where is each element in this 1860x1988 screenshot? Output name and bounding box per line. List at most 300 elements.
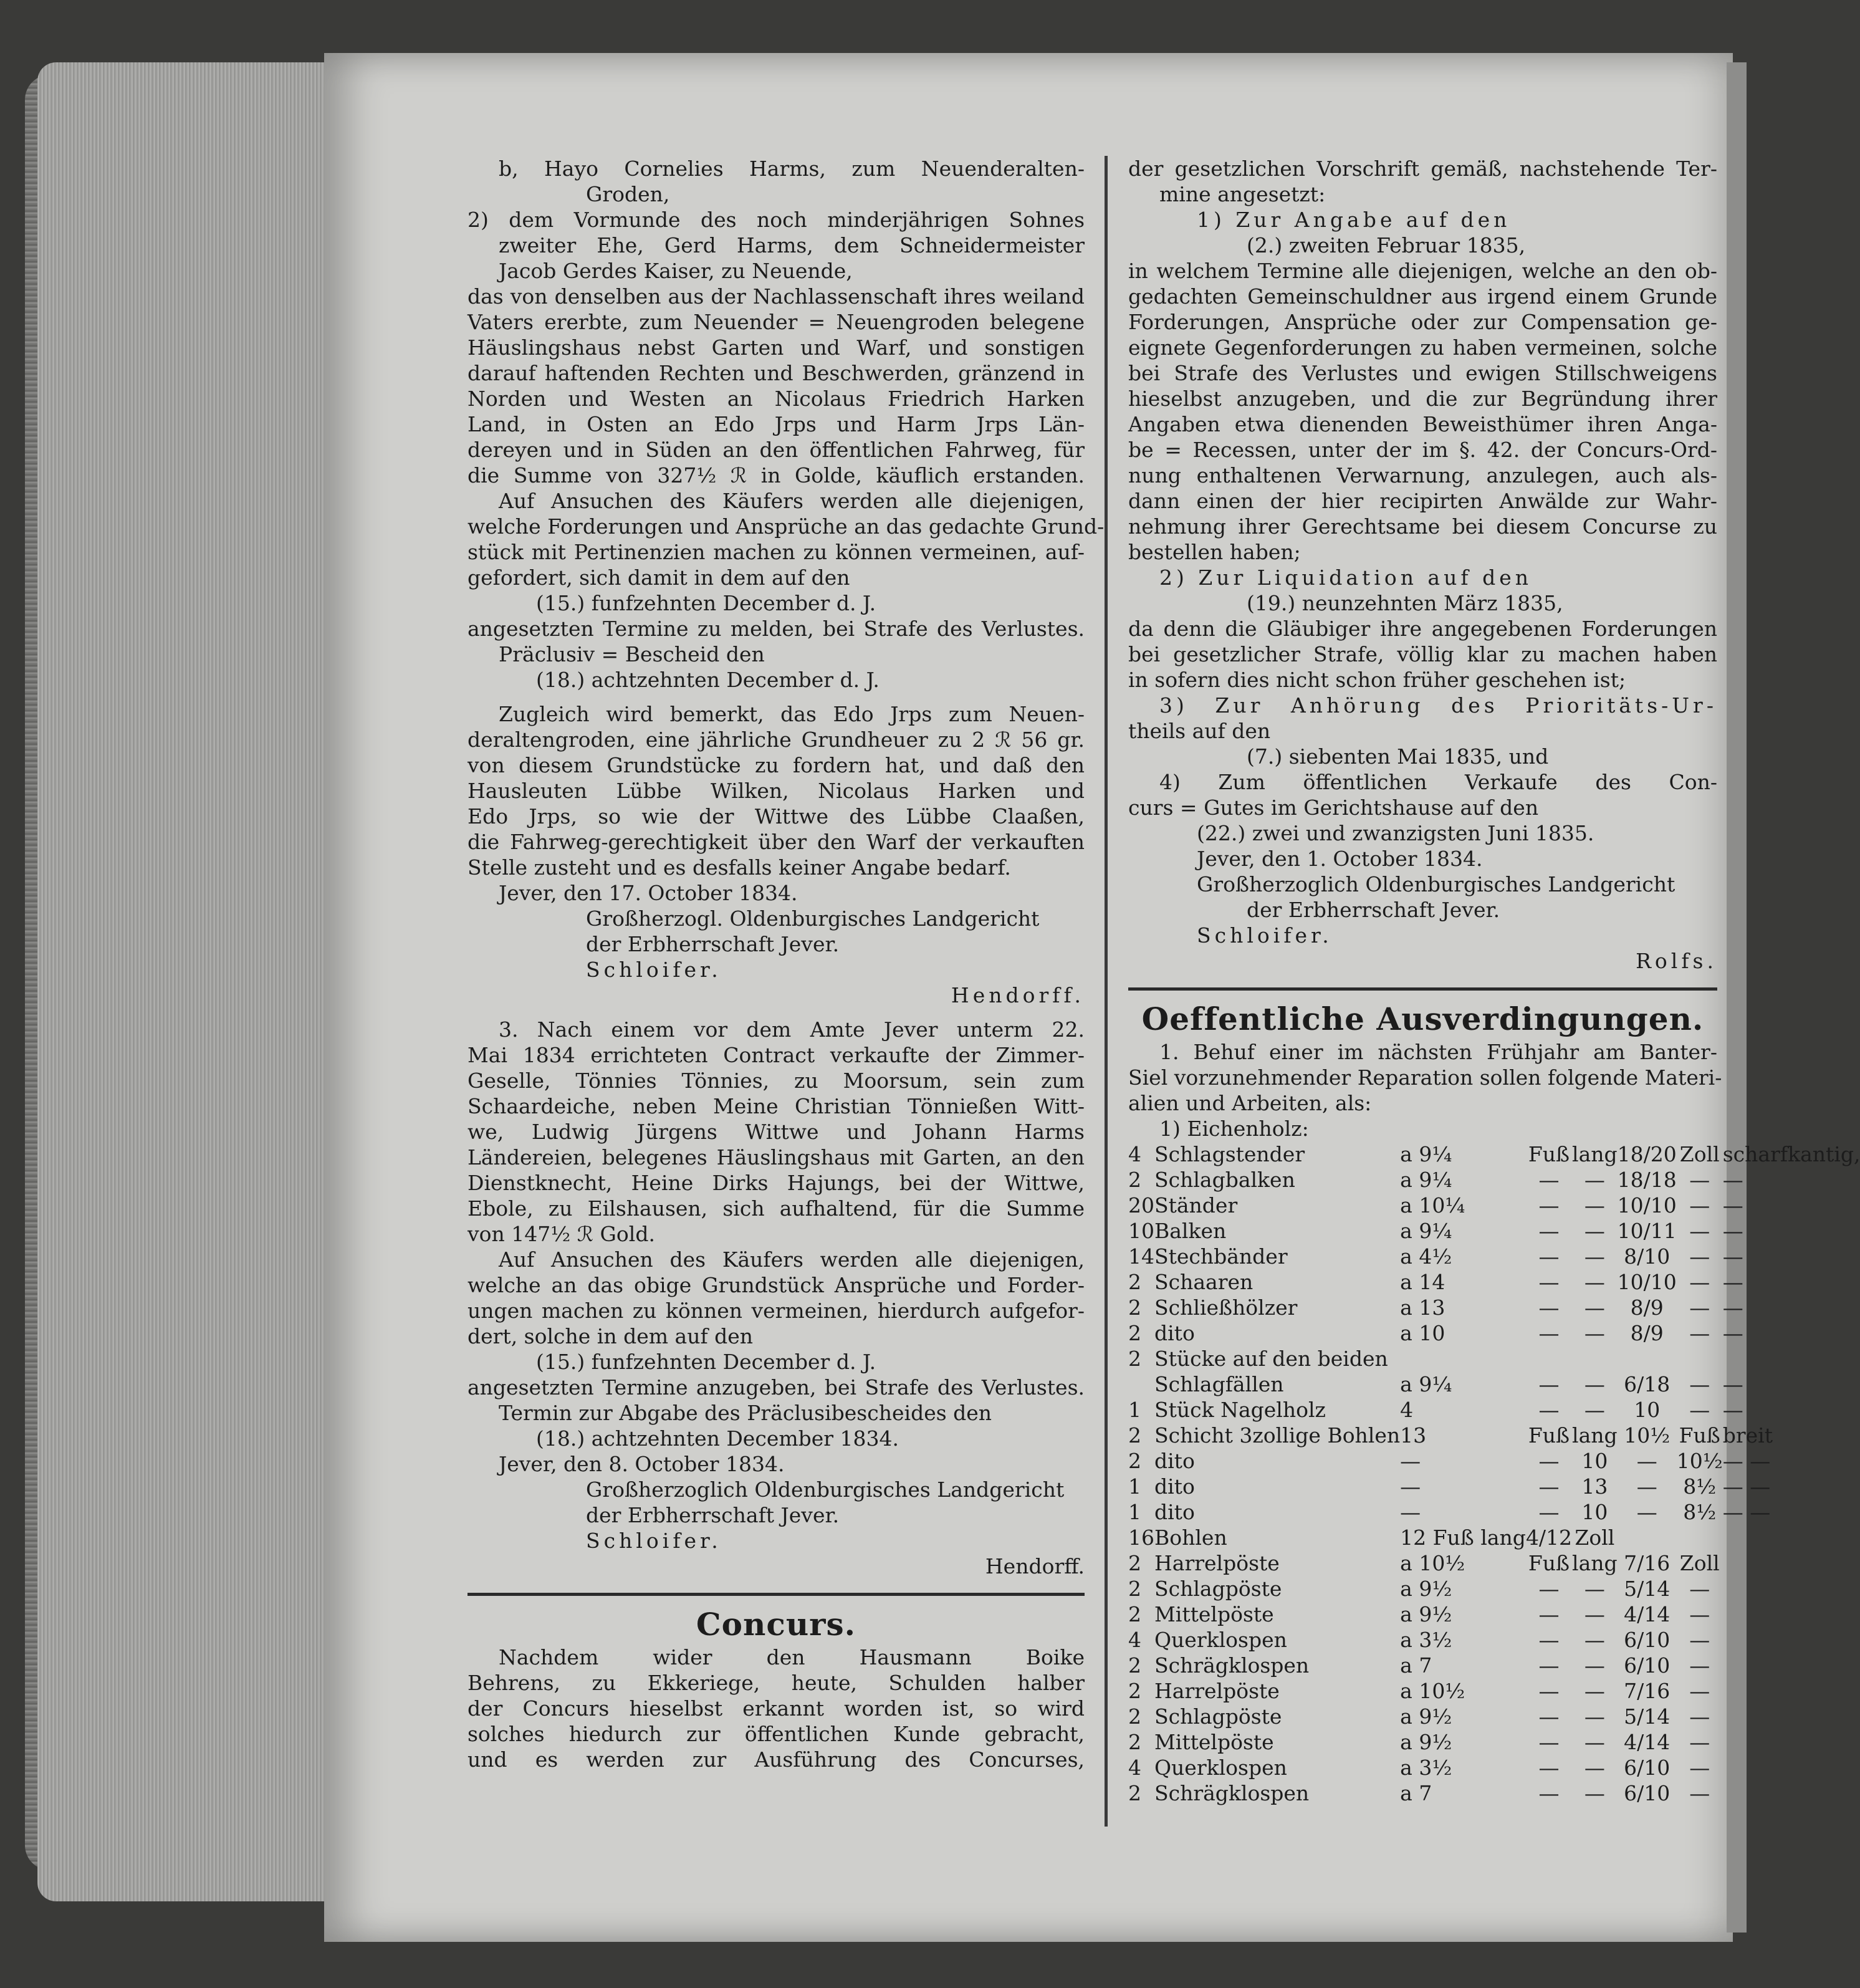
table-cell: Zoll bbox=[1679, 1551, 1720, 1575]
text-line: dert, solche in dem auf den bbox=[467, 1324, 754, 1348]
table-cell: 18/18 bbox=[1617, 1168, 1677, 1192]
table-cell: — bbox=[1538, 1577, 1560, 1601]
table-cell: — bbox=[1636, 1500, 1657, 1524]
table-cell: Stück Nagelholz bbox=[1154, 1398, 1326, 1422]
table-cell: a 9¼ bbox=[1400, 1168, 1452, 1192]
table-cell: — bbox=[1584, 1602, 1605, 1626]
table-cell: — bbox=[1538, 1653, 1560, 1678]
table-cell: — bbox=[1584, 1628, 1605, 1652]
table-cell: — bbox=[1584, 1168, 1605, 1192]
table-cell: Harrelpöste bbox=[1154, 1679, 1280, 1703]
text-line: Siel vorzunehmender Reparation sollen folgende Materi- bbox=[1128, 1065, 1722, 1090]
table-cell: a 14 bbox=[1400, 1270, 1445, 1294]
table-cell: 18/20 bbox=[1617, 1142, 1677, 1166]
text-line: Behrens, zu Ekkeriege, heute, Schulden halber bbox=[467, 1671, 1085, 1695]
table-cell: Schließhölzer bbox=[1154, 1295, 1298, 1320]
table-row bbox=[1128, 1525, 1860, 1550]
table-cell bbox=[1723, 1755, 1860, 1780]
table-row bbox=[1128, 1193, 1860, 1218]
table-cell: 10½ bbox=[1676, 1449, 1723, 1473]
text-line: Zugleich wird bemerkt, das Edo Jrps zum Neuen- bbox=[499, 702, 1085, 726]
table-row bbox=[1128, 1269, 1860, 1295]
table-cell: — bbox=[1538, 1295, 1560, 1320]
table-cell: — bbox=[1538, 1500, 1560, 1524]
table-row bbox=[1128, 1653, 1860, 1678]
table-row bbox=[1128, 1576, 1860, 1601]
table-cell: Stechbänder bbox=[1154, 1244, 1288, 1269]
table-cell: 2 bbox=[1128, 1270, 1141, 1294]
table-cell: — bbox=[1689, 1168, 1710, 1192]
text-line: Angaben etwa dienenden Beweisthümer ihren Anga- bbox=[1128, 412, 1717, 436]
table-cell: a 10 bbox=[1400, 1321, 1445, 1345]
text-line: Groden, bbox=[586, 182, 670, 206]
table-cell: a 7 bbox=[1400, 1653, 1432, 1678]
table-row bbox=[1128, 1550, 1860, 1576]
table-cell: Schlagstender bbox=[1154, 1142, 1305, 1166]
text-line: 1. Behuf einer im nächsten Frühjahr am Banter- bbox=[1159, 1040, 1717, 1064]
table-cell: — bbox=[1584, 1653, 1605, 1678]
table-cell: — bbox=[1689, 1781, 1710, 1805]
table-cell: a 13 bbox=[1400, 1295, 1445, 1320]
table-cell: Zoll bbox=[1575, 1525, 1615, 1550]
text-line: (18.) achtzehnten December 1834. bbox=[536, 1426, 899, 1451]
section-rule bbox=[467, 1593, 1085, 1596]
table-cell: 20 bbox=[1128, 1193, 1154, 1217]
text-line: Präclusiv = Bescheid den bbox=[499, 642, 765, 666]
text-line: der Concurs hieselbst erkannt worden ist, so wird bbox=[467, 1696, 1085, 1721]
text-line: (22.) zwei und zwanzigsten Juni 1835. bbox=[1197, 821, 1594, 845]
table-row bbox=[1128, 1295, 1860, 1320]
text-line: we, Ludwig Jürgens Wittwe und Johann Harms bbox=[467, 1120, 1085, 1144]
table-cell: — bbox=[1689, 1321, 1710, 1345]
text-line: Großherzoglich Oldenburgisches Landgericht bbox=[586, 1477, 1065, 1502]
table-cell bbox=[1618, 1346, 1677, 1371]
text-line: Hausleuten Lübbe Wilken, Nicolaus Harken und bbox=[467, 779, 1085, 803]
table-cell: — — bbox=[1722, 1474, 1771, 1499]
text-line: (2.) zweiten Februar 1835, bbox=[1247, 233, 1526, 257]
table-cell: 10/10 bbox=[1617, 1270, 1677, 1294]
table-cell: — bbox=[1584, 1372, 1605, 1396]
table-cell: 10½ bbox=[1624, 1423, 1671, 1448]
table-cell: — bbox=[1538, 1321, 1560, 1345]
table-cell bbox=[1723, 1525, 1860, 1550]
table-row bbox=[1128, 1601, 1860, 1627]
table-cell: 2 bbox=[1128, 1295, 1141, 1320]
table-cell: — bbox=[1722, 1372, 1743, 1396]
table-row bbox=[1128, 1346, 1860, 1371]
column-divider bbox=[1105, 156, 1108, 1827]
table-cell: — bbox=[1538, 1628, 1560, 1652]
text-line: Ländereien, belegenes Häuslingshaus mit Garten, an den bbox=[467, 1145, 1085, 1169]
table-cell: Balken bbox=[1154, 1219, 1227, 1243]
text-line: der Erbherrschaft Jever. bbox=[586, 1503, 840, 1527]
text-line: nung enthaltenen Verwarnung, anzulegen, auch als- bbox=[1128, 463, 1717, 487]
text-line: be = Recessen, unter der im §. 42. der Concurs-Ord- bbox=[1128, 438, 1717, 462]
text-line: bei gesetzlicher Strafe, völlig klar zu machen haben bbox=[1128, 642, 1717, 666]
table-cell: Schrägklospen bbox=[1154, 1781, 1310, 1805]
table-cell: — bbox=[1538, 1219, 1560, 1243]
materials-table bbox=[1128, 1141, 1860, 1806]
text-line: Auf Ansuchen des Käufers werden alle diejenigen, bbox=[499, 489, 1085, 513]
text-line: 4) Zum öffentlichen Verkaufe des Con- bbox=[1159, 770, 1717, 794]
table-cell: 6/18 bbox=[1624, 1372, 1671, 1396]
table-row bbox=[1128, 1218, 1860, 1244]
text-line: angesetzten Termine anzugeben, bei Strafe des Verlustes. bbox=[467, 1375, 1085, 1400]
table-cell: — bbox=[1689, 1755, 1710, 1780]
table-cell: — bbox=[1538, 1270, 1560, 1294]
table-row bbox=[1128, 1320, 1860, 1346]
table-cell: Mittelpöste bbox=[1154, 1602, 1274, 1626]
table-cell: — bbox=[1722, 1244, 1743, 1269]
table-cell: a 3½ bbox=[1400, 1628, 1452, 1652]
table-cell: — bbox=[1689, 1653, 1710, 1678]
table-cell: 4 bbox=[1128, 1755, 1141, 1780]
table-cell: — bbox=[1584, 1704, 1605, 1729]
text-line: dereyen und in Süden an den öffentlichen Fahrweg, für bbox=[467, 438, 1085, 462]
table-cell: 6/10 bbox=[1624, 1628, 1671, 1652]
table-cell: dito bbox=[1154, 1474, 1195, 1499]
table-cell: Fuß bbox=[1528, 1551, 1570, 1575]
table-row bbox=[1128, 1244, 1860, 1269]
table-cell: — bbox=[1722, 1321, 1743, 1345]
text-line: darauf haftenden Rechten und Beschwerden, gränzend in bbox=[467, 361, 1085, 385]
table-cell: — bbox=[1538, 1755, 1560, 1780]
table-cell: scharfkantig, bbox=[1722, 1142, 1860, 1166]
table-cell: — bbox=[1538, 1193, 1560, 1217]
text-line: Schaardeiche, neben Meine Christian Tönnießen Witt- bbox=[467, 1094, 1085, 1118]
text-line: Jever, den 8. October 1834. bbox=[499, 1452, 785, 1476]
table-cell: 12 Fuß lang bbox=[1400, 1525, 1526, 1550]
table-cell: 8/9 bbox=[1630, 1295, 1664, 1320]
table-cell: Schlagbalken bbox=[1154, 1168, 1295, 1192]
table-cell: 10/11 bbox=[1617, 1219, 1677, 1243]
table-cell: a 3½ bbox=[1400, 1755, 1452, 1780]
table-row bbox=[1128, 1780, 1860, 1806]
text-line: 1) Eichenholz: bbox=[1159, 1116, 1309, 1141]
table-cell: 7/16 bbox=[1624, 1679, 1671, 1703]
table-cell: 13 bbox=[1581, 1474, 1608, 1499]
table-cell: 5/14 bbox=[1624, 1577, 1671, 1601]
text-line: stück mit Pertinenzien machen zu können vermeinen, auf- bbox=[467, 540, 1085, 564]
table-cell bbox=[1526, 1346, 1572, 1371]
text-line: 3. Nach einem vor dem Amte Jever unterm 22. bbox=[499, 1017, 1085, 1042]
text-line: Großherzogl. Oldenburgisches Landgericht bbox=[586, 906, 1040, 931]
text-line: Norden und Westen an Nicolaus Friedrich Harken bbox=[467, 387, 1085, 411]
table-cell: 2 bbox=[1128, 1730, 1141, 1754]
table-row bbox=[1128, 1704, 1860, 1729]
table-cell: a 9¼ bbox=[1400, 1219, 1452, 1243]
table-cell: 10 bbox=[1128, 1219, 1154, 1243]
table-cell: 1 bbox=[1128, 1398, 1141, 1422]
text-line: gedachten Gemeinschuldner aus irgend einem Grunde bbox=[1128, 284, 1717, 309]
table-cell: 7/16 bbox=[1624, 1551, 1671, 1575]
table-cell: — bbox=[1538, 1244, 1560, 1269]
table-cell: — bbox=[1722, 1193, 1743, 1217]
text-line: das von denselben aus der Nachlassenschaft ihres weiland bbox=[467, 284, 1085, 309]
table-cell: 10 bbox=[1581, 1449, 1608, 1473]
text-line bbox=[467, 1008, 1085, 1017]
table-cell: 8/10 bbox=[1624, 1244, 1671, 1269]
table-cell: — bbox=[1689, 1398, 1710, 1422]
concurs-heading: Concurs. bbox=[696, 1606, 856, 1643]
text-line: der Erbherrschaft Jever. bbox=[1247, 898, 1500, 922]
table-cell bbox=[1723, 1704, 1860, 1729]
table-cell bbox=[1400, 1346, 1526, 1371]
table-cell: 13 bbox=[1400, 1423, 1427, 1448]
table-cell: 2 bbox=[1128, 1704, 1141, 1729]
table-cell: — bbox=[1689, 1704, 1710, 1729]
table-cell: a 10½ bbox=[1400, 1551, 1465, 1575]
table-cell: Schlagfällen bbox=[1154, 1372, 1284, 1396]
text-line: Hendorff. bbox=[951, 983, 1085, 1007]
table-cell: — bbox=[1636, 1449, 1657, 1473]
text-line: bei Strafe des Verlustes und ewigen Stillschweigens bbox=[1128, 361, 1717, 385]
table-cell: 2 bbox=[1128, 1653, 1141, 1678]
table-cell: Zoll bbox=[1679, 1142, 1720, 1166]
table-cell: — bbox=[1722, 1270, 1743, 1294]
table-cell: — bbox=[1584, 1270, 1605, 1294]
text-line: hieselbst anzugeben, und die zur Begründung ihrer bbox=[1128, 387, 1717, 411]
table-cell: a 7 bbox=[1400, 1781, 1432, 1805]
table-cell: — bbox=[1584, 1730, 1605, 1754]
table-cell: 5/14 bbox=[1624, 1704, 1671, 1729]
table-row bbox=[1128, 1499, 1860, 1525]
text-line: von diesem Grundstücke zu fordern hat, und daß den bbox=[467, 753, 1085, 777]
table-cell: — bbox=[1584, 1577, 1605, 1601]
table-cell: — bbox=[1400, 1500, 1421, 1524]
table-cell: Bohlen bbox=[1154, 1525, 1227, 1550]
table-cell: dito bbox=[1154, 1500, 1195, 1524]
text-line: Termin zur Abgabe des Präclusibescheides den bbox=[499, 1401, 992, 1425]
table-cell: — bbox=[1689, 1219, 1710, 1243]
table-cell: Schlagpöste bbox=[1154, 1577, 1282, 1601]
table-cell: — bbox=[1538, 1449, 1560, 1473]
table-cell bbox=[1723, 1346, 1860, 1371]
left-column bbox=[467, 156, 1105, 1772]
text-line: Jever, den 17. October 1834. bbox=[499, 881, 798, 905]
text-line: 1) Zur Angabe auf den bbox=[1197, 208, 1511, 232]
table-cell: a 9¼ bbox=[1400, 1142, 1452, 1166]
table-cell: 14 bbox=[1128, 1244, 1154, 1269]
text-line: Schloifer. bbox=[586, 1529, 722, 1553]
text-line: welche Forderungen und Ansprüche an das gedachte Grund- bbox=[467, 514, 1105, 539]
table-cell: — — bbox=[1722, 1449, 1771, 1473]
text-line: der gesetzlichen Vorschrift gemäß, nachstehende Ter- bbox=[1128, 156, 1717, 181]
table-cell bbox=[1723, 1678, 1860, 1704]
table-cell: Schlagpöste bbox=[1154, 1704, 1282, 1729]
text-line: der Erbherrschaft Jever. bbox=[586, 932, 840, 956]
table-cell: — bbox=[1689, 1730, 1710, 1754]
table-cell bbox=[1723, 1576, 1860, 1601]
table-row bbox=[1128, 1423, 1860, 1448]
text-line: ungen machen zu können vermeinen, hierdurch aufgefor- bbox=[467, 1299, 1085, 1323]
text-line: 3) Zur Anhörung des Prioritäts-Ur- bbox=[1159, 693, 1717, 718]
text-line: bestellen haben; bbox=[1128, 540, 1301, 564]
table-cell: — bbox=[1689, 1270, 1710, 1294]
text-line: (18.) achtzehnten December d. J. bbox=[536, 668, 880, 692]
table-cell: Fuß bbox=[1528, 1423, 1570, 1448]
table-cell: — — bbox=[1722, 1500, 1771, 1524]
text-line bbox=[467, 693, 1085, 701]
table-row bbox=[1128, 1167, 1860, 1193]
table-cell: — bbox=[1689, 1602, 1710, 1626]
table-cell: Ständer bbox=[1154, 1193, 1238, 1217]
text-line: Forderungen, Ansprüche oder zur Compensation ge- bbox=[1128, 310, 1717, 334]
table-row bbox=[1128, 1397, 1860, 1423]
text-line: zweiter Ehe, Gerd Harms, dem Schneidermeister bbox=[499, 233, 1085, 257]
text-line: Schloifer. bbox=[1197, 923, 1333, 948]
table-cell: — bbox=[1689, 1193, 1710, 1217]
table-cell: — bbox=[1584, 1193, 1605, 1217]
table-cell: 10/10 bbox=[1617, 1193, 1677, 1217]
text-line: nehmung ihrer Gerechtsame bei diesem Concurse zu bbox=[1128, 514, 1717, 539]
table-cell: — bbox=[1538, 1372, 1560, 1396]
table-cell: a 9½ bbox=[1400, 1730, 1452, 1754]
text-line: b, Hayo Cornelies Harms, zum Neuenderalten- bbox=[499, 156, 1085, 181]
text-line: Dienstknecht, Heine Dirks Hajungs, bei der Wittwe, bbox=[467, 1171, 1085, 1195]
table-cell: 4 bbox=[1128, 1628, 1141, 1652]
table-cell: Fuß bbox=[1679, 1423, 1720, 1448]
text-line: eignete Gegenforderungen zu haben vermeinen, solche bbox=[1128, 335, 1717, 360]
ausverdingungen-heading: Oeffentliche Ausverdingungen. bbox=[1141, 1001, 1704, 1037]
table-cell: 6/10 bbox=[1624, 1653, 1671, 1678]
table-cell bbox=[1677, 1346, 1723, 1371]
table-cell: 6/10 bbox=[1624, 1755, 1671, 1780]
table-row bbox=[1128, 1141, 1860, 1167]
table-cell bbox=[1723, 1550, 1860, 1576]
table-cell: — bbox=[1538, 1679, 1560, 1703]
table-row bbox=[1128, 1448, 1860, 1474]
table-cell: 4/14 bbox=[1624, 1602, 1671, 1626]
table-cell: breit bbox=[1722, 1423, 1773, 1448]
table-cell: — bbox=[1584, 1398, 1605, 1422]
table-cell: lang bbox=[1572, 1551, 1618, 1575]
table-cell: 4/14 bbox=[1624, 1730, 1671, 1754]
table-cell: Schrägklospen bbox=[1154, 1653, 1310, 1678]
text-line: da denn die Gläubiger ihre angegebenen Forderungen bbox=[1128, 617, 1717, 641]
text-line: Land, in Osten an Edo Jrps und Harm Jrps Län- bbox=[467, 412, 1085, 436]
text-line: Vaters ererbte, zum Neuender = Neuengroden belegene bbox=[467, 310, 1085, 334]
table-cell: 4 bbox=[1128, 1142, 1141, 1166]
text-line: Auf Ansuchen des Käufers werden alle diejenigen, bbox=[499, 1247, 1085, 1272]
table-cell: lang bbox=[1572, 1423, 1618, 1448]
table-cell: — bbox=[1400, 1449, 1421, 1473]
text-line: mine angesetzt: bbox=[1159, 182, 1326, 206]
table-cell: 2 bbox=[1128, 1321, 1141, 1345]
right-column-text bbox=[1128, 156, 1717, 974]
table-cell: — bbox=[1584, 1781, 1605, 1805]
text-line: 2) Zur Liquidation auf den bbox=[1159, 565, 1532, 590]
table-cell: a 9½ bbox=[1400, 1602, 1452, 1626]
text-line: Großherzoglich Oldenburgisches Landgericht bbox=[1197, 872, 1675, 896]
table-cell bbox=[1572, 1346, 1618, 1371]
table-cell: 8½ bbox=[1683, 1474, 1717, 1499]
table-cell bbox=[1677, 1525, 1723, 1550]
table-row bbox=[1128, 1729, 1860, 1755]
ausverdingungen-intro bbox=[1128, 1039, 1722, 1141]
text-line: Hendorff. bbox=[985, 1554, 1085, 1578]
table-row bbox=[1128, 1371, 1860, 1397]
table-cell: — bbox=[1722, 1398, 1743, 1422]
table-cell: 8½ bbox=[1683, 1500, 1717, 1524]
table-cell: — bbox=[1689, 1628, 1710, 1652]
table-cell: Harrelpöste bbox=[1154, 1551, 1280, 1575]
table-cell: a 4½ bbox=[1400, 1244, 1452, 1269]
table-cell bbox=[1723, 1653, 1860, 1678]
table-cell: Querklospen bbox=[1154, 1628, 1287, 1652]
text-line: (7.) siebenten Mai 1835, und bbox=[1247, 744, 1549, 769]
table-cell: Fuß bbox=[1528, 1142, 1570, 1166]
table-cell: — bbox=[1538, 1781, 1560, 1805]
table-cell bbox=[1128, 1371, 1154, 1397]
table-cell: 2 bbox=[1128, 1781, 1141, 1805]
text-line: 2) dem Vormunde des noch minderjährigen Sohnes bbox=[467, 208, 1085, 232]
text-line: (15.) funfzehnten December d. J. bbox=[536, 591, 876, 615]
table-cell: — bbox=[1584, 1755, 1605, 1780]
text-line: (15.) funfzehnten December d. J. bbox=[536, 1350, 876, 1374]
table-cell: 2 bbox=[1128, 1168, 1141, 1192]
text-line: in welchem Termine alle diejenigen, welche an den ob- bbox=[1128, 259, 1717, 283]
table-cell: 1 bbox=[1128, 1500, 1141, 1524]
text-line: curs = Gutes im Gerichtshause auf den bbox=[1128, 795, 1539, 820]
table-row bbox=[1128, 1755, 1860, 1780]
section-rule bbox=[1128, 987, 1717, 991]
table-cell: — bbox=[1689, 1577, 1710, 1601]
table-cell: Schicht 3zollige Bohlen bbox=[1154, 1423, 1401, 1448]
table-cell: 2 bbox=[1128, 1577, 1141, 1601]
text-line: angesetzten Termine zu melden, bei Strafe des Verlustes. bbox=[467, 617, 1085, 641]
text-line: in sofern dies nicht schon früher geschehen ist; bbox=[1128, 668, 1626, 692]
table-cell: — bbox=[1689, 1372, 1710, 1396]
table-cell: 10 bbox=[1581, 1500, 1608, 1524]
page-stack-edge bbox=[37, 62, 330, 1901]
table-cell: 2 bbox=[1128, 1449, 1141, 1473]
table-cell: — bbox=[1584, 1244, 1605, 1269]
table-cell: a 10½ bbox=[1400, 1679, 1465, 1703]
table-cell: — bbox=[1722, 1219, 1743, 1243]
table-cell: dito bbox=[1154, 1321, 1195, 1345]
table-cell: 4 bbox=[1400, 1398, 1414, 1422]
table-cell: a 9¼ bbox=[1400, 1372, 1452, 1396]
text-line: Mai 1834 errichteten Contract verkaufte der Zimmer- bbox=[467, 1043, 1085, 1067]
table-cell: — bbox=[1689, 1679, 1710, 1703]
table-cell: — bbox=[1584, 1321, 1605, 1345]
table-cell: — bbox=[1538, 1474, 1560, 1499]
table-cell: — bbox=[1689, 1295, 1710, 1320]
table-cell: a 10¼ bbox=[1400, 1193, 1465, 1217]
table-cell: — bbox=[1538, 1730, 1560, 1754]
table-cell bbox=[1723, 1729, 1860, 1755]
text-line: die Summe von 327½ ℛ in Golde, käuflich erstanden. bbox=[467, 463, 1085, 487]
table-cell: Mittelpöste bbox=[1154, 1730, 1274, 1754]
table-row bbox=[1128, 1678, 1860, 1704]
text-line: Edo Jrps, so wie der Wittwe des Lübbe Claaßen, bbox=[467, 804, 1085, 828]
table-cell: a 9½ bbox=[1400, 1704, 1452, 1729]
text-line: theils auf den bbox=[1128, 719, 1271, 743]
table-cell: — bbox=[1538, 1704, 1560, 1729]
table-cell: — bbox=[1584, 1295, 1605, 1320]
table-cell: dito bbox=[1154, 1449, 1195, 1473]
table-cell: Stücke auf den beiden bbox=[1154, 1347, 1388, 1371]
text-line: Rolfs. bbox=[1636, 949, 1717, 973]
table-cell: Schaaren bbox=[1154, 1270, 1254, 1294]
table-cell: 2 bbox=[1128, 1679, 1141, 1703]
table-cell: lang bbox=[1572, 1142, 1618, 1166]
table-cell: 10 bbox=[1634, 1398, 1661, 1422]
table-cell: — bbox=[1400, 1474, 1421, 1499]
table-cell: 2 bbox=[1128, 1347, 1141, 1371]
text-line: Ebole, zu Eilshausen, sich aufhaltend, für die Summe bbox=[467, 1196, 1085, 1221]
